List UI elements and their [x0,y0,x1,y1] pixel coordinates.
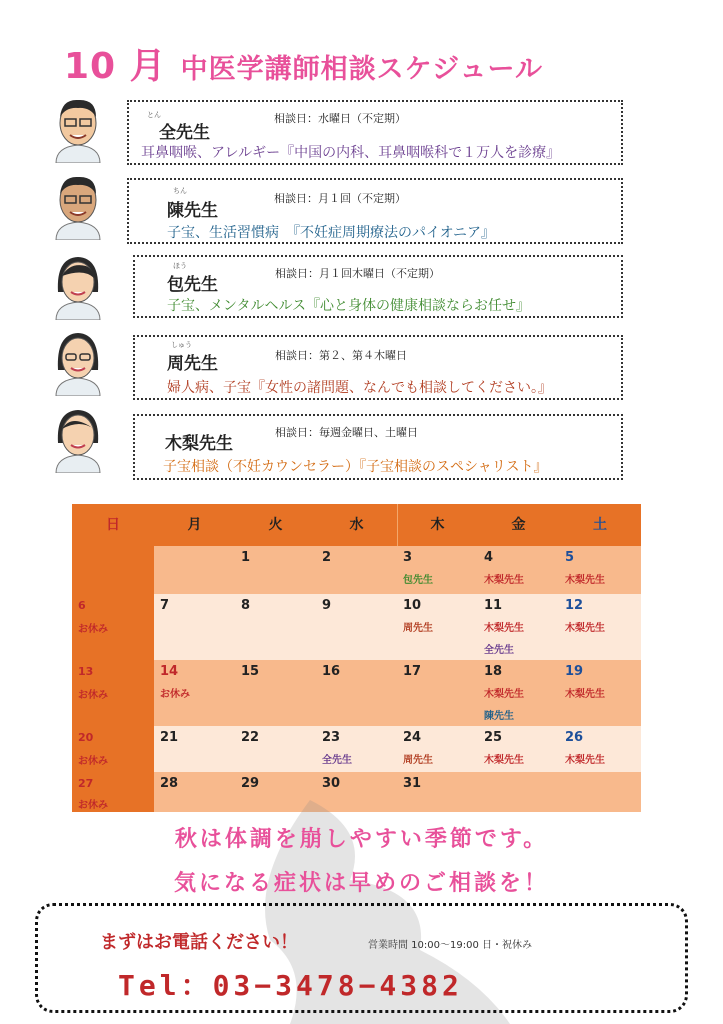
day-cell [316,546,397,594]
day-number: 26 [565,730,584,745]
day-number: 23 [322,730,341,745]
title-text: 中医学講師相談スケジュール [180,54,544,85]
day-cell [478,726,559,772]
doctor-name-ruby: ちん [173,187,187,195]
day-number: 22 [241,730,260,745]
day-number: 20 [78,731,94,744]
consult-doctor: 木梨先生 [484,575,524,586]
sunday-cell [72,772,154,812]
day-number: 6 [78,599,86,612]
day-cell [559,546,640,594]
day-number: 18 [484,664,503,679]
doctor-name-ruby: ほう [173,262,187,270]
doctor-card [133,335,623,400]
doctor-name: 陳先生 [167,201,218,221]
day-cell [154,546,235,594]
day-number: 9 [322,598,332,613]
day-number: 21 [160,730,179,745]
doctor-portrait-icon [50,328,106,396]
day-number: 10 [403,598,422,613]
consult-day: 相談日：水曜日（不定期） [274,112,406,125]
schedule-calendar [72,504,641,812]
calendar-week [72,726,641,772]
calendar-header [72,504,641,546]
day-cell [397,546,478,594]
day-cell [397,726,478,772]
closed-label: お休み [78,800,108,811]
doctor-name-ruby: とん [147,111,161,119]
day-number: 19 [565,664,584,679]
day-cell [559,772,640,812]
sunday-cell [72,660,154,726]
doctor-card [127,100,623,165]
consult-day: 相談日：第２、第４木曜日 [275,349,407,362]
consult-doctor: 包先生 [403,575,433,586]
weekday-header: 水 [349,517,364,533]
doctor-portrait-icon [50,405,106,473]
consult-doctor: 全先生 [484,645,514,656]
doctor-portrait-icon [50,95,106,163]
day-number: 8 [241,598,251,613]
closed-label: お休み [78,690,108,701]
sunday-cell [72,546,154,594]
day-cell [397,594,478,660]
contact-box [35,903,688,1013]
doctor-card [133,255,623,318]
day-number: 13 [78,665,94,678]
consult-day: 相談日：月１回（不定期） [274,192,406,205]
day-number: 14 [160,664,179,679]
day-number: 27 [78,777,94,790]
day-cell [154,594,235,660]
day-number: 11 [484,598,503,613]
closed-label: お休み [78,624,108,635]
consult-doctor: 木梨先生 [484,623,524,634]
day-cell [316,594,397,660]
day-number: 31 [403,776,422,791]
weekday-header: 金 [511,517,526,533]
day-cell [235,660,316,726]
consult-day: 相談日：毎週金曜日、土曜日 [275,426,418,439]
doctor-name: 木梨先生 [165,434,233,454]
day-number: 4 [484,550,494,565]
doctor-name: 周先生 [167,354,218,374]
calendar-week [72,594,641,660]
doctor-name-ruby: しゅう [171,341,192,349]
calendar-week [72,546,641,594]
business-hours: 営業時間 10:00〜19:00 日・祝休み [368,940,532,951]
doctor-specialty: 婦人病、子宝『女性の諸問題、なんでも相談してください。』 [167,380,552,396]
consult-doctor: 周先生 [403,755,433,766]
consult-doctor: 木梨先生 [484,755,524,766]
day-cell [154,772,235,812]
day-cell [397,660,478,726]
closed-label: お休み [160,689,190,700]
seasonal-message: 気になる症状は早めのご相談を！ [173,871,549,896]
page-title [64,38,543,88]
phone-number[interactable]: Tel：03−3478−4382 [118,969,463,1002]
doctor-specialty: 耳鼻咽喉、アレルギー『中国の内科、耳鼻咽喉科で１万人を診療』 [141,145,561,161]
doctor-card [133,414,623,480]
day-cell [478,546,559,594]
day-cell [478,594,559,660]
day-cell [559,594,640,660]
doctor-specialty: 子宝、生活習慣病 『不妊症周期療法のパイオニア』 [167,225,496,241]
consult-doctor: 全先生 [322,755,352,766]
day-cell [235,594,316,660]
consult-doctor: 周先生 [403,623,433,634]
day-cell [559,726,640,772]
day-number: 24 [403,730,422,745]
call-prompt: まずはお電話ください！ [100,932,298,953]
day-number: 15 [241,664,260,679]
weekday-header: 火 [268,517,283,533]
calendar-week [72,660,641,726]
day-cell [235,546,316,594]
day-number: 7 [160,598,170,613]
doctor-specialty: 子宝、メンタルヘルス『心と身体の健康相談ならお任せ』 [167,298,531,314]
day-number: 28 [160,776,179,791]
day-number: 17 [403,664,422,679]
day-cell [316,660,397,726]
doctor-name: 全先生 [159,123,210,143]
day-number: 30 [322,776,341,791]
doctor-portrait-icon [50,172,106,240]
weekday-header: 月 [187,517,202,533]
doctor-name: 包先生 [167,275,218,295]
weekday-header: 土 [593,517,607,533]
sunday-cell [72,594,154,660]
consult-doctor: 木梨先生 [565,755,605,766]
sunday-cell [72,726,154,772]
doctor-card [127,178,623,244]
closed-label: お休み [78,756,108,767]
weekday-header: 日 [106,517,120,533]
consult-doctor: 木梨先生 [484,689,524,700]
day-cell [559,660,640,726]
title-month: 10 月 [64,46,167,87]
day-cell [154,660,235,726]
day-cell [154,726,235,772]
day-number: 1 [241,550,251,565]
seasonal-message: 秋は体調を崩しやすい季節です。 [174,827,549,852]
day-number: 5 [565,550,575,565]
day-number: 25 [484,730,503,745]
day-number: 16 [322,664,341,679]
day-number: 3 [403,550,413,565]
day-number: 29 [241,776,260,791]
consult-day: 相談日：月１回木曜日（不定期） [275,267,440,280]
consult-doctor: 木梨先生 [565,575,605,586]
weekday-header: 木 [430,517,445,533]
day-cell [316,726,397,772]
day-cell [478,660,559,726]
consult-doctor: 木梨先生 [565,623,605,634]
day-number: 12 [565,598,584,613]
consult-doctor: 木梨先生 [565,689,605,700]
day-cell [235,726,316,772]
doctor-specialty: 子宝相談（不妊カウンセラー）『子宝相談のスペシャリスト』 [163,459,548,475]
day-number: 2 [322,550,332,565]
consult-doctor: 陳先生 [484,711,514,722]
doctor-portrait-icon [50,252,106,320]
